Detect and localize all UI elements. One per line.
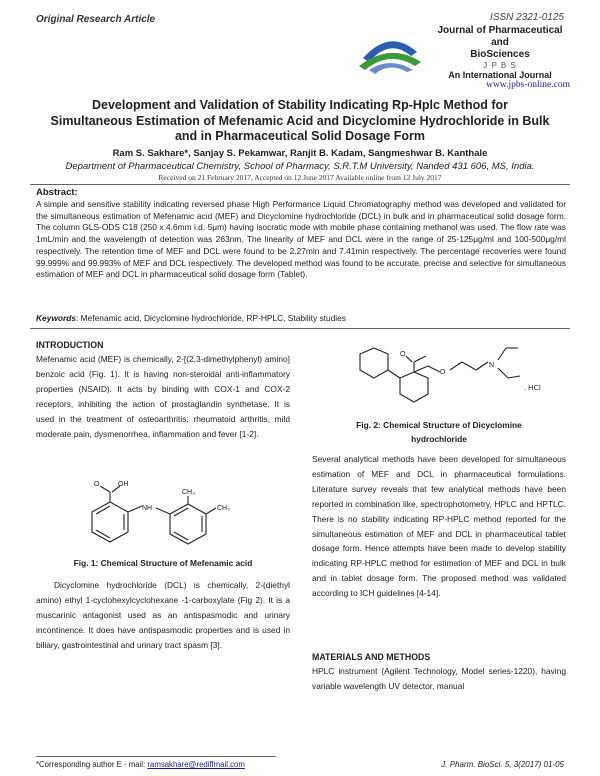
authors: Ram S. Sakhare*, Sanjay S. Pekamwar, Ranjit B. Kadam, Sangmeshwar B. Kanthale [112,148,488,159]
journal-name-line2: BioSciences [470,49,530,60]
fig1-caption: Fig. 1: Chemical Structure of Mefenamic acid [73,558,253,568]
intro-text: Mefenamic acid (MEF) is chemically, 2-[(2,3-dimethylphenyl) amino] benzoic acid (Fig. 1). It is having non-steroidal anti-inflammatory properties (NSAID). It acts by binding with COX-1 and COX-2 receptors, inhibiting the action of prostaglandin synthetase. It is used in the treatment of osteoarthritis, rheumatoid arthritis, mild moderate pain, dysmenorrhea, inflammation and fever [1-2]. [36,354,290,439]
intro-heading: INTRODUCTION [36,340,104,350]
journal-tagline: An International Journal [448,70,552,80]
abstract-text: A simple and sensitive stability indicating reversed phase High Performance Liquid Chromatography method was developed and validated for the simultaneous estimation of Mefenamic acid (MEF) and Dicyclomine hydrochloride (DCL) in bulk and in pharmaceutical solid dosage form. The column GLS-ODS C18 (250 x 4.6mm i.d. 5μm) having isocratic mode with mobile phase containing methanol was used. The flow rate was 1mL/min and the wavelength of detection was 263nm. The linearity of MEF and DCL were in the range of 25-125μg/ml and 100-500μg/ml respectively. The retention time of MEF and DCL were found to be 2.27min and 7.41min respectively. The percentage recoveries were found 99.999% and 99.993% of MEF and DCL respectively. The developed method was found to be accurate, precise and selective for simultaneous estimation of MEF and DCL in pharmaceutical solid dosage form (Tablet). [36,199,566,280]
journal-name-line1: Journal of Pharmaceutical and [437,25,563,48]
affiliation: Department of Pharmaceutical Chemistry, School of Pharmacy, S.R.T.M University, Nanded 431 606, MS, India. [65,161,535,172]
keywords-list: : Mefenamic acid, Dicyclomine hydrochloride, RP-HPLC, Stability studies [76,313,346,323]
mef-label-oh: OH [118,481,129,488]
abstract-heading: Abstract: [36,187,78,198]
journal-logo-icon [355,22,425,76]
mefenamic-acid-structure [80,480,240,550]
article-type-label: Original Research Article [36,14,156,25]
divider-top [30,184,570,185]
divider-middle [30,328,570,329]
dicyclomine-text: Dicyclomine hydrochloride (DCL) is chemically, 2-(diethyl amino) ethyl 1-cyclohexylcyclohexane -1-carboxylate (Fig 2). It is a muscarinic antagonist used as an antispasmodic and urinary incontinence. It does have antispasmodic properties and is used in biliary, gastrointestinal and urinary tract spasm [3]. [36,580,290,650]
fig2-caption [312,418,566,446]
literature-review-text: Several analytical methods have been developed for simultaneous estimation of MEF and DCL in pharmaceutical formulations. Literature survey reveals that few analytical methods have been reported in combination like, spectrophotometry, HPLC and HPTLC. There is no stability indicating RP-HPLC method reported for the simultaneous estimation of MEF and DCL in pharmaceutical tablet dosage form. Hence attempts have been made to develop stability indicating RP-HPLC method for estimation of MEF and DCL in bulk and in tablet dosage form. The proposed method was validated according to ICH guidelines [4-14]. [312,454,566,599]
mef-label-ch3-b: CH₃ [217,505,230,512]
publication-dates: Received on 21 February 2017, Accepted on 12 June 2017 Available online from 12 July 2017 [158,173,442,182]
corresponding-label: *Corresponding author E - mail: [36,760,148,769]
journal-abbr: J P B S [483,61,517,70]
paper-title: Development and Validation of Stability Indicating Rp-Hplc Method for Simultaneous Estimation of Mefenamic Acid and Dicyclomine Hydrochloride in Bulk and in Pharmaceutical Solid Dosage Form [50,98,550,143]
mef-label-nh: NH [142,505,153,512]
materials-text: HPLC instrument (Agilent Technology, Model series-1220), having variable wavelength UV detector, manual [312,666,566,691]
fig2-caption-line1: Fig. 2: Chemical Structure of Dicyclomine [356,420,522,430]
author-email-link[interactable]: ramsakhare@rediffmail.com [147,760,245,769]
materials-heading: MATERIALS AND METHODS [312,652,431,662]
fig2-caption-line2: hydrochloride [411,434,467,444]
keywords-label: Keywords [36,313,77,323]
dcl-label-o-ester: O [440,369,446,376]
dicyclomine-structure [356,340,556,412]
dcl-label-n: N [489,362,495,369]
journal-website-link[interactable]: www.jpbs-online.com [486,80,570,90]
mef-label-ch3-a: CH₃ [182,489,195,496]
corresponding-author-footnote [36,760,245,769]
keywords [36,313,566,323]
journal-citation: J. Pharm. BioSci. 5, 3(2017) 01-05 [441,760,564,769]
journal-masthead [430,25,570,81]
dcl-label-hcl: . HCl [524,383,541,392]
issn-label: ISSN 2321-0125 [490,12,564,23]
mef-label-o: O [94,481,100,488]
dcl-label-o-carbonyl: O [400,351,406,358]
footnote-divider [36,756,276,757]
